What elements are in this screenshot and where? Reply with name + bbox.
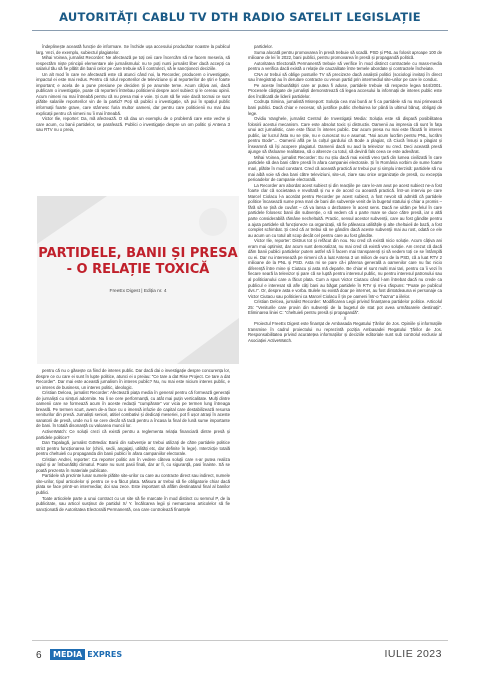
paragraph: Partidele să prezinte lunar sumele plătite site-urilor cu care au contracte direct sau indirect, numele site-urilor, tipul articolelor și pentru ce s-a făcut plata. Măsura ar trebui să fie obligatorie chiar dacă plata se face printr-un intermediar, doi sau zece. Este important să aflăm destinatarul final al banilor publici. bbox=[36, 473, 230, 496]
paragraph: Ovidiu Vanghele, jurnalist Centrul de Investigații Media: Soluția este să dispară posibilitatea folosirii acestui mecanism. Care este absolut toxic și distructiv. Oamenii au impresia că sunt în fața unui act jurnalistic, care este făcut în interes public. Dar acum presa nu mai este făcută în interes public, iar lucrul ăsta nu se știe, nu e cunoscut nu e asumat. "Noi acum lucrăm pentru PNL, lucrăm pentru Bode"... Oamenii află pe la colțul gardului că Bode a plagiat, că Ciucă însuși a plagiat și înseamnă să își acopere plagiatul. Oamenii dacă nu aud la televizor nu cred. Deci această presă ajunge să răsloame realitatea, să o altereze cu totul, să devină fals ceea ce este adevărat. bbox=[248, 116, 442, 155]
section-separator: // bbox=[343, 315, 347, 321]
paragraph: Cristian Delcea, jurnalist Recorder: Modificarea Legii privind finanțarea partidelor politice. Articolul 25: "Veniturile care provin din subvenții de la bugetul de stat pot avea următoarele destinații". Eliminarea liniei C: "cheltuieli pentru presă și propagandă". bbox=[248, 299, 442, 316]
paragraph: Victor Ilie, reporter: Da, mă afectează. O să dau un exemplu de o problemă care este veche și care acum, cu banii partidelor, se parafează. Publici o investigație despre un om politic și Antena 3 sau RTV nu o preia, bbox=[36, 116, 230, 133]
paragraph: Autoritatea Electorală Permanentă trebuie să verifice în mod distinct contractele cu mass-media pentru a verifica dacă există o relație de cauzalitate între temele abordate și contractele încheiate. bbox=[248, 60, 442, 72]
logo-media-text: MEDIA bbox=[50, 649, 85, 660]
paragraph: Mihai Voinea, jurnalist Recorder: Ne afectează pe toți ceii care încercăm să ne facem meseria, să respectăm niște principii elementare ale jurnalismului: nu te poți numi jurnalist liber dacă accepți ca salariul tău să fie plătit din banii celor pe care trebuie să îi controlezi, să le sancționezi deciziile. bbox=[36, 55, 230, 72]
paragraph: Mihai Voinea, jurnalist Recorder: Eu nu știu dacă mai există vreo țară din lumea civilizată în care partidele să dea bani către presă în afara campaniei electorale. Și în România vorbim de sume foarte mari, plătite în mod constant. Cred că această practică ar trebui pur și simplu interzisă: partidele să nu mai aibă voie să dea bani către televiziuni, site-uri, ziare sau orice organizație de presă, cu excepția perioadelor de campanie electorală. bbox=[248, 154, 442, 183]
paragraph: Cristian Delcea, jurnalist Recorder: Afectează piața media în general pentru că formează generații de jurnaliști cu simțuri adormite. Nu li se cere performanță, cu atât mai puțin verticalitate. Mulți dintre oamenii care se formează acum în aceste redacții "cumpărate" vor vicia pe termen lung întreaga breaslă. Pe termen scurt, avem de-a face cu o imensă infuzie de capital care destabilizează resursa veniturilor din presă. Jurnaliști seniori, atitiel combativi și dedicați meseriei, pot fi ușor atrași în aceste sanatorii de presă, unde nu li se cere decât să tacă pentru a încasa la final de lună sume importante de bani. În totală disonanță cu valoarea muncii lor. bbox=[36, 390, 230, 429]
banner-subtitle: FreeEx Digest | Ediția nr. 4 bbox=[109, 289, 167, 294]
paragraph: Suma alocată pentru promovarea în presă trebuie să scadă. PSD și PNL au folosit aproape 100 de milioane de lei în 2022, bani publici, pentru promovarea în presă și propagandă politică. bbox=[248, 49, 442, 61]
banner-graphic bbox=[37, 196, 239, 364]
banner-title-line-2: - O RELAȚIE TOXICĂ bbox=[66, 262, 210, 277]
media-expres-logo bbox=[50, 648, 123, 661]
paragraph: Un alt mod în care ne afectează este că atunci când noi, la Recorder, producem o investigație, impactul ei este mai redus. Pentru că rolul reporterilor de televiziune și al reporterilor de știri e foarte important; e acela de a pune presiune pe deciden ții pe anumite teme. Acum câțiva ani, dacă publicam o investigație, poate că reporterii întrebau politicienii despre acel subiect și le cereau opinii. Acum nimeni nu mai întreabă pentru că nu presa mai e voie. Și cum să fie voie dacă tocmai ce sunt plătite salariile reporterilor vin de la partid? Poți să publici o investigație, să pui în spațiul public informații foarte grave, care stârnesc furia multor oameni, dar pentru care politicienii nu mai dau explicații pentru că nimeni nu îi mai întreabă. bbox=[36, 71, 230, 116]
paragraph: Victor Ilie, reporter: Distrus tot și refăcut din nou. Nu cred că există nicio soluție. Acum câțiva ani eram mai optimist, dar acum sunt demoralizat, nu mai cred că există vreo soluție. Am crezut că dacă dăm banii publici partidelor putem astfel să îi facem mai transparenți și să vedem toți ce se întâmplă cu ei. Dar nu interesează pe nimeni că a luat Antena 3 un milion de euro de la PSD, că a luat RTV 2 milioane de la PNL și PSD. Asta mi se pare că-i păreroa generală a oamenilor care nu fac nicio diferență între mine și Ciutacu și asta mă deparle. Be chiar el sunt multi mai tari, pentru ca îi vezi în fiecare seară la televizor și pare că se luptă pentru interesul public, nu pentru interesul patronului sau al politicianului care a făcut plata. Cum a spus Victor Ciutacu când l-am întrebat dacă nu crede ca publicul e interesat să afle câți bani au băgat partidele în RTV și mi-a răspuns: "Poate pe publicul dvs.!". Or, despre asta e vorba. Bulele nu există doar pe internet, au fost dintotdeauna ei personaje ca Victor Ciutacu sau politicieni ca Marcel Ciolacu îi țin pe oameni într-o "hazna" a iilelor. bbox=[248, 238, 442, 299]
page-number: 6 bbox=[36, 650, 42, 661]
page-header bbox=[0, 0, 480, 40]
header-rule bbox=[32, 30, 448, 31]
funding-disclaimer: Proiectul FreeEx Digest este finanțat de Ambasada Regatului Țărilor de Jos. Opiniile și informațiile transmise în cadrul proiectului nu reprezintă poziția Ambasadei Regatului Țărilor de Jos. Responsabilitatea privind acuratețea informațiilor și deciziile editoriale sunt sub controlul exclusiv al Asociației ActiveWatch. bbox=[248, 321, 442, 343]
header-title: AUTORITĂȚI CABLU TV DTH RADIO SATELIT LEGISLAȚIE bbox=[59, 10, 421, 24]
paragraph: Dan Tapalagă, jurnalist G4Media: Banii din subvenție ar trebui utilizați de către partidele politice strict pentru funcționarea lor (chirii, sedii, angajați, utilități etc, dar definite în lege). Interzicție totală pentru cheltuieli cu propaganda din banii publici în afara campaniilor electorale. bbox=[36, 440, 230, 457]
paragraph: partidelor. bbox=[254, 44, 273, 49]
paragraph: ActiveWatch: Ce soluții crezi că există pentru a reglementa relația financiară dintre presă și partidele politice? bbox=[36, 429, 230, 440]
paragraph: La Recorder am abordat acest subiect și din reacțiile pe care le-am avut pe acest subiect ne-a fost foarte clar că societatea e revoltată și nu e de acord cu această practică. Într-un interviu pe care Marcel Ciolacu l-a acordat pentru Recorder pe acest subiect, a fost nevoit să admită că partidele politice încasează sume prea mari de bani din subvenție venit de la bugetul statului și chiar a promis – fără să se țină de cuvânt – că va lansa o dezbatere în acest sens. Dacă ne uităm pe felul în care partidele folosesc banii din subvenție, o să vedem că o parte mare se duce către presă, iar o altă parte considerabilă rămâne necheltuită. Practic, sensul acestor subvenții, care au fost gândite pentru a ajuta partidele să funcționeze ca organizații, să fie păleasca utilitățile și alte cheltuieli de bază, a fost complet schimbat. Și cred că ar trebui să ne gândim dacă aceste subvenții mai au rost, odată ce ele au acum un cu totul alt scop decât cel pentru care au fost gândite. bbox=[248, 182, 442, 238]
footer-rule bbox=[32, 640, 448, 641]
banner-title bbox=[37, 246, 239, 278]
paragraph: îndeplinește această funcție de informare. Se închide ușa accesului producător noastre la publicul larg. Vezi, de exemplu, subiectul plagiatelor. bbox=[36, 44, 230, 55]
banner-title-line-1: PARTIDELE, BANII ȘI PRESA bbox=[38, 246, 238, 261]
paragraph: pentru că nu o găsește ca fiind de interes public. Dar dacă dai o investigație despre concurența lor, despre ce cu care ei sunt în lupte politice, atunci ei o preiau: "Ce tare a dat Rise Project. Ce tare a dat Recorder". Dar mai este această jurnalism în interes public? Nu, nu mai este nicium interes public, e un interes de business, un interes politic, ideologic. bbox=[36, 368, 230, 390]
left-column-top bbox=[36, 44, 230, 192]
left-column-bottom bbox=[36, 368, 230, 634]
paragraph: Toate articolele parte a unui contract cu un site să fie marcate în mod distinct cu semnul P, de la publicitate, sau articol susținut de partidul X/ Y. Încălcarea legii și nemarcarea articolelor să fie sancționată de Autoritatea Electorală Permanentă, cea care controlează finanțele bbox=[36, 495, 230, 512]
paragraph: Codruța Simina, jurnalistă Misreport: Soluția cea mai bună ar fi ca partidele să nu mai primească bani publici. Dacă chiar e necesar, să justifice public cheltuirea lor până la ultimul bănuț, obligați de lege. bbox=[248, 99, 442, 116]
paragraph: Pe aceste îmbunătățiri care ar putea fi aduse, partidele trebuie să respecte legea 544/2001. Procesele câștigate de jurnaliști demonstrează că legea accesului la informații de interes public este des încălcată de liderii partidelor. bbox=[248, 82, 442, 99]
paragraph: CNA ar trebui să oblige posturile TV să precizeze dacă analiștii politici (sociologi invitați în direct sau înregistrați au în derulare contracte cu vreun partid prin intermediul site-urilor pe care le conduc. bbox=[248, 71, 442, 83]
issue-date: IULIE 2023 bbox=[384, 648, 442, 660]
logo-expres-text: EXPRES bbox=[87, 650, 123, 659]
paragraph: Cristian Andrei, reporter: Ca reporter politic am în vedere câteva soluții care s-ar putea realiza rapid și ar îmbunătăți climatul. Poate nu sunt pasii finali, dar ar fi, cu siguranță, pasi înainte. Să se poată prezenta în materiale publicate. bbox=[36, 456, 230, 473]
right-column bbox=[248, 44, 442, 634]
article-banner bbox=[37, 196, 239, 364]
